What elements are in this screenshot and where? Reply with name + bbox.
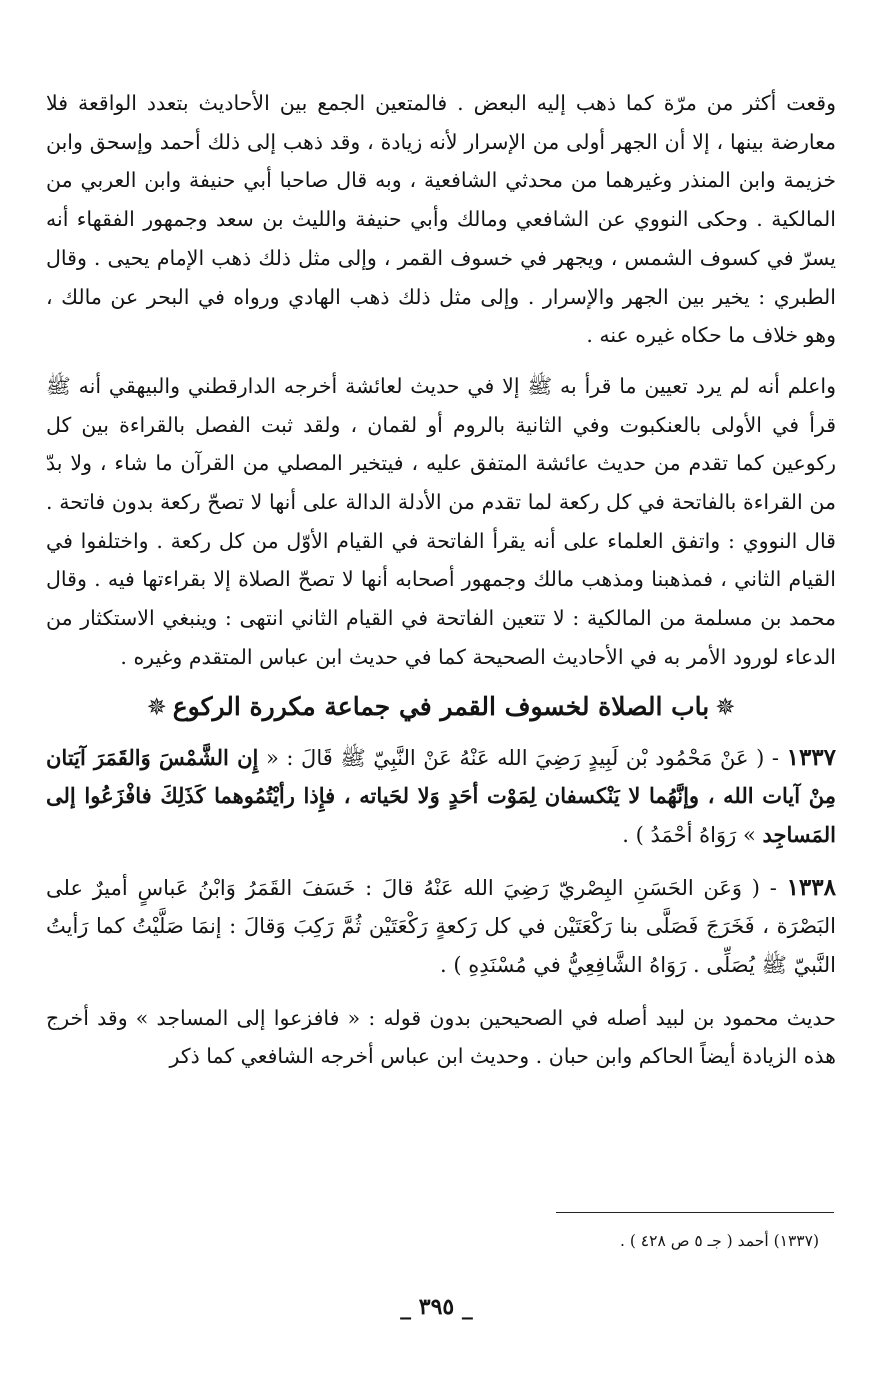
page-number: _ ٣٩٥ _ — [400, 1294, 473, 1320]
hadith-number: ١٣٣٧ — [786, 743, 837, 771]
hadith-1338 — [46, 869, 836, 985]
hadith-intro: - ( عَنْ مَحْمُود بْن لَبِيدٍ رَضِيَ الله عَنْهُ عَنْ النَّبِيّ ﷺ قَالَ : « — [258, 745, 787, 770]
footnote: (١٣٣٧) أحمد ( جـ ٥ ص ٤٢٨ ) . — [619, 1232, 819, 1250]
hadith-text: - ( وَعَن الحَسَنِ البِصْريّ رَضِيَ الله عَنْهُ قالَ : خَسَفَ القَمَرُ وَابْنُ عَباسٍ أميرٌ على البَصْرَة ، فَخَرَجَ فَصَلَّى بنا رَكْعَتَيْن في كل رَكعةٍ رَكْعَتَيْن ثُمَّ رَكِبَ وَقالَ : إنمَا صَلَّيْتُ كما رَأيتُ النَّبيّ ﷺ يُصَلِّى . رَوَاهُ الشَّافِعِيُّ في مُسْنَدِهِ ) . — [46, 875, 836, 978]
hadith-1337 — [46, 739, 836, 855]
star-ornament-icon: ✵ — [146, 692, 167, 721]
paragraph-2: واعلم أنه لم يرد تعيين ما قرأ به ﷺ إلا في حديث لعائشة أخرجه الدارقطني والبيهقي أنه ﷺ قرأ في الأولى بالعنكبوت وفي الثانية بالروم أو لقمان ، ولقد ثبت الفصل بالقراءة بين كل ركوعين كما تقدم من حديث عائشة المتفق عليه ، فيتخير المصلي من القرآن ما شاء ، ولا بدّ من القراءة بالفاتحة في كل ركعة لما تقدم من الأدلة الدالة على أنها لا تصحّ ركعة بدون فاتحة . قال النووي : واتفق العلماء على أنه يقرأ الفاتحة في القيام الأوّل من كل ركعة . واختلفوا في القيام الثاني ، فمذهبنا ومذهب مالك وجمهور أصحابه أنها لا تصحّ الصلاة إلا بقراءتها فيه . وقال محمد بن مسلمة من المالكية : لا تتعين الفاتحة في القيام الثاني انتهى : وينبغي الاستكثار من الدعاء لورود الأمر به في الأحاديث الصحيحة كما في حديث ابن عباس المتقدم وغيره . — [46, 373, 836, 669]
footnote-divider — [556, 1212, 834, 1213]
chapter-heading-text: باب الصلاة لخسوف القمر في جماعة مكررة الركوع — [172, 691, 710, 721]
paragraph-1: وقعت أكثر من مرّة كما ذهب إليه البعض . فالمتعين الجمع بين الأحاديث بتعدد الواقعة فلا معارضة بينها ، إلا أن الجهر أولى من الإسرار لأنه زيادة ، وقد ذهب إلى ذلك أحمد وإسحق وابن خزيمة وابن المنذر وغيرهما من محدثي الشافعية ، وبه قال صاحبا أبي حنيفة وابن العربي من المالكية . وحكى النووي عن الشافعي ومالك وأبي حنيفة والليث بن سعد وجمهور الفقهاء أنه يسرّ في كسوف الشمس ، ويجهر في خسوف القمر ، وإلى مثل ذلك ذهب الإمام يحيى . وقال الطبري : يخير بين الجهر والإسرار . وإلى مثل ذلك ذهب الهادي ورواه في البحر عن مالك ، وهو خلاف ما حكاه غيره عنه . — [46, 91, 836, 348]
star-ornament-icon: ✵ — [715, 692, 736, 721]
page-body — [46, 84, 836, 1076]
commentary-paragraph: حديث محمود بن لبيد أصله في الصحيحين بدون قوله : « فافزعوا إلى المساجد » وقد أخرج هذه الزيادة أيضاً الحاكم وابن حبان . وحديث ابن عباس أخرجه الشافعي كما ذكر — [46, 1005, 836, 1069]
hadith-attribution: » رَوَاهُ أحْمَدُ ) . — [622, 822, 763, 847]
hadith-number: ١٣٣٨ — [786, 873, 836, 901]
chapter-heading — [46, 687, 836, 727]
hadith-quote: إِن الشَّمْسَ وَالقَمَرَ آيَتان مِنْ آيات الله ، وإنَّهُما لا يَنْكسفان لِمَوْت أحَدٍ وَلا لحَياته ، فإِذا رأيْتُمُوهما كَذَلِكَ فافْزَعُوا إلى المَساجِد — [46, 744, 836, 847]
